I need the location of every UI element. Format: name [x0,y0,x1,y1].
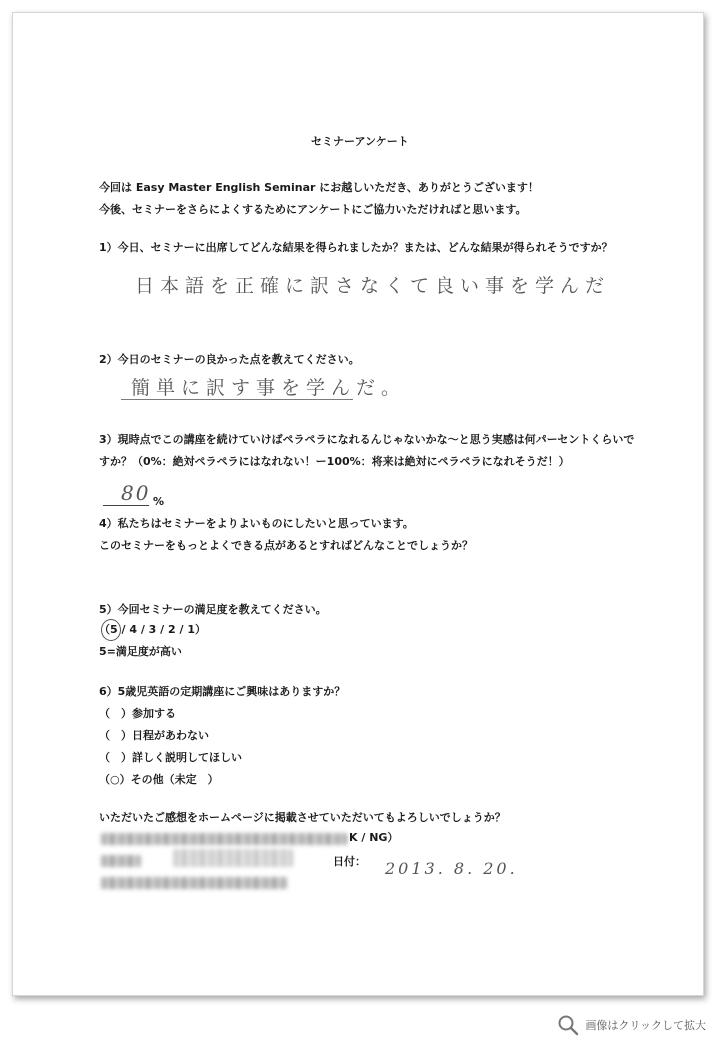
option-other: （○）その他（未定 ） [99,773,219,786]
answer-3-blank-line [103,505,149,506]
survey-sheet[interactable] [12,12,704,996]
question-5: 5）今回セミナーの満足度を教えてください。 [99,603,327,616]
zoom-hint[interactable] [557,1013,706,1037]
question-4-line-2: このセミナーをもっとよくできる点があるとすればどんなことでしょうか？ [99,539,473,552]
date-label: 日付： [333,855,366,868]
answer-2-underline [121,399,353,400]
answer-2-handwritten: 簡単に訳す事を学んだ。 [131,377,407,399]
question-6: 6）5歳児英語の定期講座にご興味はありますか？ [99,685,346,698]
redacted-consent-options [101,833,347,845]
option-explain: （ ）詳しく説明してほしい [99,751,242,764]
question-2: 2）今日のセミナーの良かった点を教えてください。 [99,353,360,366]
magnifier-icon [557,1014,579,1036]
option-schedule: （ ）日程があわない [99,729,209,742]
question-4-line-1: 4）私たちはセミナーをよりよいものにしたいと思っています。 [99,517,414,530]
answer-1-handwritten: 日本語を正確に訳さなくて良い事を学んだ [135,275,611,297]
redacted-name-handwritten [173,849,293,867]
intro-line-1: 今回は Easy Master English Seminar にお越しいただき、ありがとうございます！ [99,181,539,194]
zoom-hint-label: 画像はクリックして拡大 [585,1019,706,1032]
answer-3-unit: % [153,495,165,508]
redacted-message-line [101,877,287,889]
intro-line-2: 今後、セミナーをさらによくするためにアンケートにご協力いただければと思います。 [99,203,527,216]
redacted-name-label [101,855,141,867]
option-join: （ ）参加する [99,707,176,720]
question-3-line-1: 3）現時点でこの講座を続けていけばペラペラになれるんじゃないかな～と思う実感は何パーセントくらいで [99,433,635,446]
question-1: 1）今日、セミナーに出席してどんな結果を得られましたか？または、どんな結果が得られそうですか？ [99,241,613,254]
answer-3-value: 80 [121,481,151,505]
question-5-note: 5=満足度が高い [99,645,182,658]
consent-question: いただいたご感想をホームページに掲載させていただいてもよろしいでしょうか？ [99,811,506,824]
date-value: 2013. 8. 20. [385,859,518,878]
consent-options-tail: K / NG） [349,831,399,844]
survey-title: セミナーアンケート [311,135,409,148]
question-3-line-2: すか？（0%：絶対ペラペラにはなれない！ー100%：将来は絶対にペラペラになれそうだ！） [99,455,570,468]
answer-5-circle-mark [101,619,121,641]
question-5-scale: （5 / 4 / 3 / 2 / 1） [99,623,206,636]
